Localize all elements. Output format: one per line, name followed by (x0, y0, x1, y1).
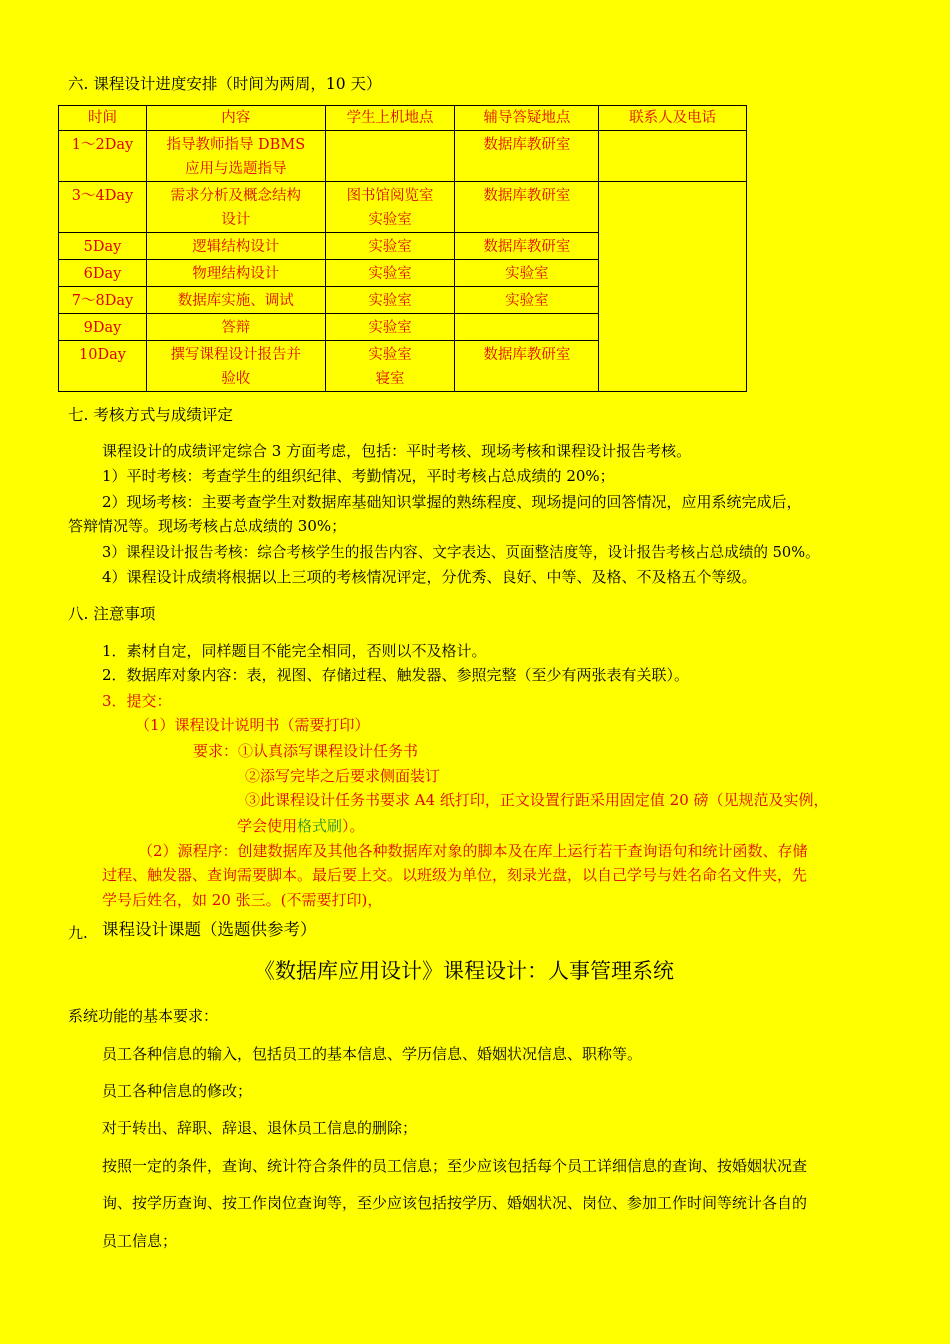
submit-requirement-1: 要求：①认真添写课程设计任务书 (193, 742, 419, 760)
header-lab: 学生上机地点 (325, 106, 455, 131)
cell-lab: 实验室 (325, 314, 455, 341)
requirement-p2: 员工各种信息的修改； (102, 1082, 253, 1100)
assessment-item-2: 2）现场考核：主要考查学生对数据库基础知识掌握的熟练程度、现场提问的回答情况，应用系统完成后， (102, 493, 802, 511)
cell-lab: 实验室 (325, 260, 455, 287)
cell-tutor: 数据库教研室 (455, 182, 599, 233)
format-painter-text: 格式刷 (297, 817, 343, 835)
submit-item-2-cont2: 学号后姓名，如 20 张三。(不需要打印)， (102, 891, 383, 909)
cell-content: 逻辑结构设计 (146, 233, 325, 260)
cell-content: 答辩 (146, 314, 325, 341)
section-9-heading: 课程设计课题（选题供参考） (102, 920, 317, 939)
notice-item-1: 1．素材自定，同样题目不能完全相同，否则以不及格计。 (102, 642, 487, 660)
cell-lab: 实验室 (325, 233, 455, 260)
header-tutor: 辅导答疑地点 (455, 106, 599, 131)
cell-content-line: 设计 (221, 212, 251, 228)
cell-content: 数据库实施、调试 (146, 287, 325, 314)
cell-contact (599, 182, 747, 392)
cell-time: 1～2Day (59, 131, 147, 182)
cell-tutor: 实验室 (455, 287, 599, 314)
submit-item-1: （1）课程设计说明书（需要打印） (135, 716, 370, 734)
notice-item-3: 3．提交： (102, 692, 172, 710)
submit-requirement-2: ②添写完毕之后要求侧面装订 (245, 767, 441, 785)
cell-lab: 实验室 (325, 287, 455, 314)
requirement-p1: 员工各种信息的输入，包括员工的基本信息、学历信息、婚姻状况信息、职称等。 (102, 1045, 643, 1063)
cell-tutor: 数据库教研室 (455, 131, 599, 182)
cell-time: 7～8Day (59, 287, 147, 314)
requirement-p4-cont2: 员工信息； (102, 1232, 178, 1250)
requirement-p3: 对于转出、辞职、辞退、退休员工信息的删除； (102, 1119, 418, 1137)
cell-content-line: 需求分析及概念结构 (170, 188, 302, 204)
header-time: 时间 (59, 106, 147, 131)
section-9-number: 九. (68, 924, 88, 942)
submit-item-2: （2）源程序：创建数据库及其他各种数据库对象的脚本及在库上运行若干查询语句和统计函数、存储 (138, 842, 808, 860)
cell-tutor: 实验室 (455, 260, 599, 287)
section-6-heading: 六. 课程设计进度安排（时间为两周，10 天） (68, 75, 382, 93)
cell-content (146, 341, 325, 392)
section-8-heading: 八. 注意事项 (68, 605, 156, 623)
assessment-intro: 课程设计的成绩评定综合 3 方面考虑，包括：平时考核、现场考核和课程设计报告考核。 (102, 442, 692, 460)
section-7-heading: 七. 考核方式与成绩评定 (68, 406, 233, 424)
cell-lab (325, 131, 455, 182)
cell-content-line: 应用与选题指导 (185, 161, 287, 177)
header-contact: 联系人及电话 (599, 106, 747, 131)
submit-requirement-3: ③此课程设计任务书要求 A4 纸打印，正文设置行距采用固定值 20 磅（见规范及实例， (245, 791, 829, 809)
cell-content (146, 182, 325, 233)
submit-requirement-3-cont (237, 815, 365, 836)
requirements-heading: 系统功能的基本要求： (68, 1007, 219, 1025)
cell-content (146, 131, 325, 182)
cell-time: 5Day (59, 233, 147, 260)
cell-time: 9Day (59, 314, 147, 341)
requirement-p4-cont1: 询、按学历查询、按工作岗位查询等，至少应该包括按学历、婚姻状况、岗位、参加工作时间等统计各自的 (102, 1194, 808, 1212)
notice-item-2: 2．数据库对象内容：表，视图、存储过程、触发器、参照完整（至少有两张表有关联）。 (102, 666, 690, 684)
header-content: 内容 (146, 106, 325, 131)
req3-text-pre: 学会使用 (237, 817, 298, 835)
cell-lab-line: 寝室 (375, 371, 405, 387)
table-row (59, 131, 747, 182)
cell-lab-line: 图书馆阅览室 (346, 188, 434, 204)
cell-content: 物理结构设计 (146, 260, 325, 287)
cell-lab (325, 341, 455, 392)
cell-tutor: 数据库教研室 (455, 341, 599, 392)
assessment-item-4: 4）课程设计成绩将根据以上三项的考核情况评定，分优秀、良好、中等、及格、不及格五个等级。 (102, 568, 757, 586)
submit-item-2-cont1: 过程、触发器、查询需要脚本。最后要上交。以班级为单位，刻录光盘，以自己学号与姓名命名文件夹，先 (102, 866, 808, 884)
cell-content-line: 撰写课程设计报告并 (170, 347, 302, 363)
cell-time: 3～4Day (59, 182, 147, 233)
table-row (59, 182, 747, 233)
cell-content-line: 验收 (221, 371, 251, 387)
req3-text-post: ）。 (342, 817, 365, 835)
cell-lab-line: 实验室 (368, 212, 412, 228)
cell-contact (599, 131, 747, 182)
requirement-p4: 按照一定的条件，查询、统计符合条件的员工信息；至少应该包括每个员工详细信息的查询、按婚姻状况查 (102, 1157, 808, 1175)
table-header-row (59, 106, 747, 131)
cell-tutor (455, 314, 599, 341)
assessment-item-2-cont: 答辩情况等。现场考核占总成绩的 30%； (68, 517, 347, 535)
cell-time: 10Day (59, 341, 147, 392)
assessment-item-1: 1）平时考核：考查学生的组织纪律、考勤情况，平时考核占总成绩的 20%； (102, 467, 615, 485)
cell-time: 6Day (59, 260, 147, 287)
cell-lab (325, 182, 455, 233)
cell-lab-line: 实验室 (368, 347, 412, 363)
project-title: 《数据库应用设计》课程设计：人事管理系统 (254, 959, 674, 983)
cell-content-line: 指导教师指导 DBMS (166, 137, 306, 153)
assessment-item-3: 3）课程设计报告考核：综合考核学生的报告内容、文字表达、页面整洁度等，设计报告考核占总成绩的 50%。 (102, 544, 820, 561)
cell-tutor: 数据库教研室 (455, 233, 599, 260)
schedule-table (58, 105, 747, 392)
